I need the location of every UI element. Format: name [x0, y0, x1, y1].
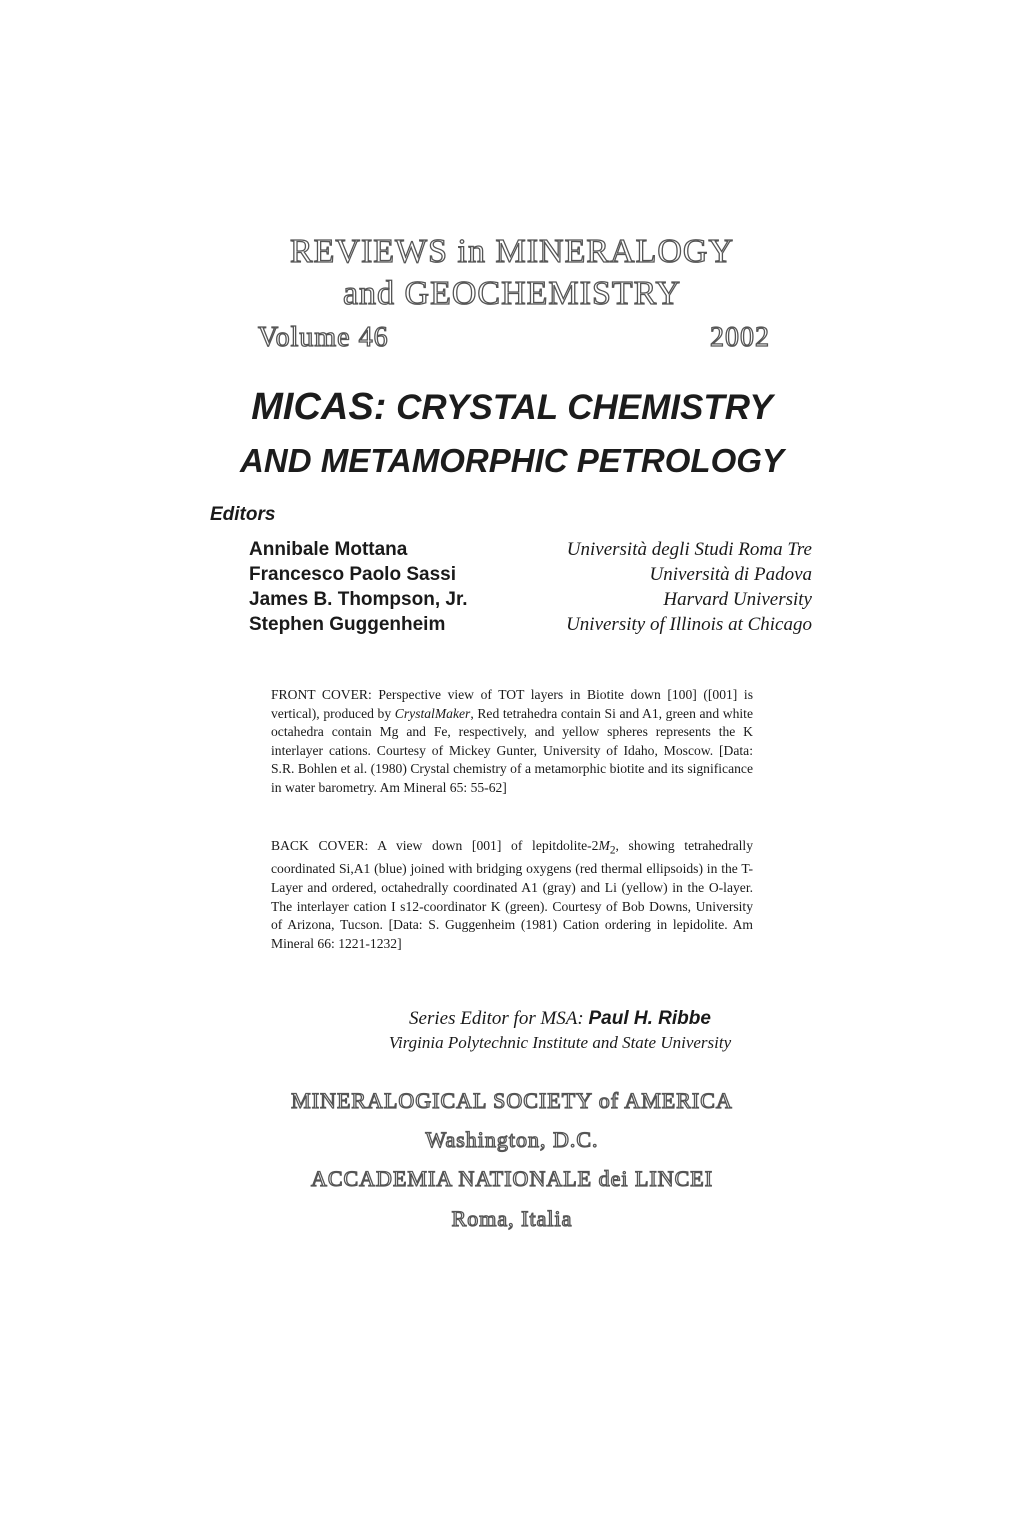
series-editor-line — [300, 1008, 820, 1030]
editor-row — [249, 539, 812, 565]
book-title-main: MICAS: — [251, 386, 387, 428]
publication-year: 2002 — [710, 322, 770, 353]
editor-row — [249, 589, 812, 615]
back-cover-text-end: , showing tetrahedrally coordinated Si,A1 (blue) joined with bridging oxygens (red thermal ellipsoids) in the T-Layer and ordered, octahedrally coordinated A1 (gray) and Li (yellow) in the O-layer. The interlayer cation I s12-coordinator K (green). Courtesy of Bob Downs, University of Arizona, Tucson. [Data: S. Guggenheim (1981) Cation ordering in lepidolite. Am Mineral 66: 1221-1232] — [271, 838, 753, 951]
back-cover-text-start: BACK COVER: A view down [001] of lepitdolite-2 — [271, 838, 599, 853]
editor-row — [249, 614, 812, 640]
editor-affiliation: Harvard University — [663, 589, 812, 610]
editor-name: James B. Thompson, Jr. — [249, 589, 468, 610]
front-cover-description — [271, 686, 753, 798]
front-cover-text-start: FRONT COVER: Perspective view of TOT layers in Biotite down [100] ([001] is vertical), produced by — [271, 687, 753, 721]
book-title-line1 — [150, 386, 874, 429]
series-editor-institution: Virginia Polytechnic Institute and State University — [388, 1033, 732, 1052]
publisher-lincei: ACCADEMIA NATIONALE dei LINCEI — [310, 1166, 714, 1191]
polytype-symbol: M — [598, 838, 610, 853]
series-title-line2: and GEOCHEMISTRY — [342, 275, 682, 312]
publisher-msa: MINERALOGICAL SOCIETY of AMERICA — [291, 1088, 733, 1113]
editor-row — [249, 564, 812, 590]
editor-affiliation: University of Illinois at Chicago — [566, 614, 812, 635]
editor-name: Francesco Paolo Sassi — [249, 564, 456, 585]
polytype-subscript: 2 — [609, 844, 616, 857]
series-editor-label: Series Editor for MSA: — [409, 1008, 589, 1029]
publisher-lincei-location: Roma, Italia — [451, 1206, 573, 1231]
series-title-line1: REVIEWS in MINERALOGY — [289, 233, 735, 270]
editor-name: Stephen Guggenheim — [249, 614, 446, 635]
back-cover-description — [271, 837, 753, 953]
editor-affiliation: Università degli Studi Roma Tre — [566, 539, 812, 560]
book-title-line2: AND METAMORPHIC PETROLOGY — [240, 442, 784, 479]
series-editor-name: Paul H. Ribbe — [588, 1008, 711, 1029]
volume-number: Volume 46 — [258, 322, 389, 353]
publisher-msa-location: Washington, D.C. — [425, 1127, 599, 1152]
editor-name: Annibale Mottana — [249, 539, 408, 560]
volume-row — [258, 322, 770, 362]
editors-label: Editors — [210, 504, 276, 525]
book-title-rest: CRYSTAL CHEMISTRY — [386, 388, 773, 427]
software-name: CrystalMaker — [394, 705, 471, 721]
front-cover-text-end: , Red tetrahedra contain Si and A1, green and white octahedra contain Mg and Fe, respectively, and yellow spheres represents the K interlayer cations. Courtesy of Mickey Gunter, University of Idaho, Moscow. [Data: S.R. Bohlen et al. (1980) Crystal chemistry of a metamorphic biotite and its significance in water barometry. Am Mineral 65: 55-62] — [271, 705, 753, 795]
editor-affiliation: Università di Padova — [649, 564, 812, 585]
